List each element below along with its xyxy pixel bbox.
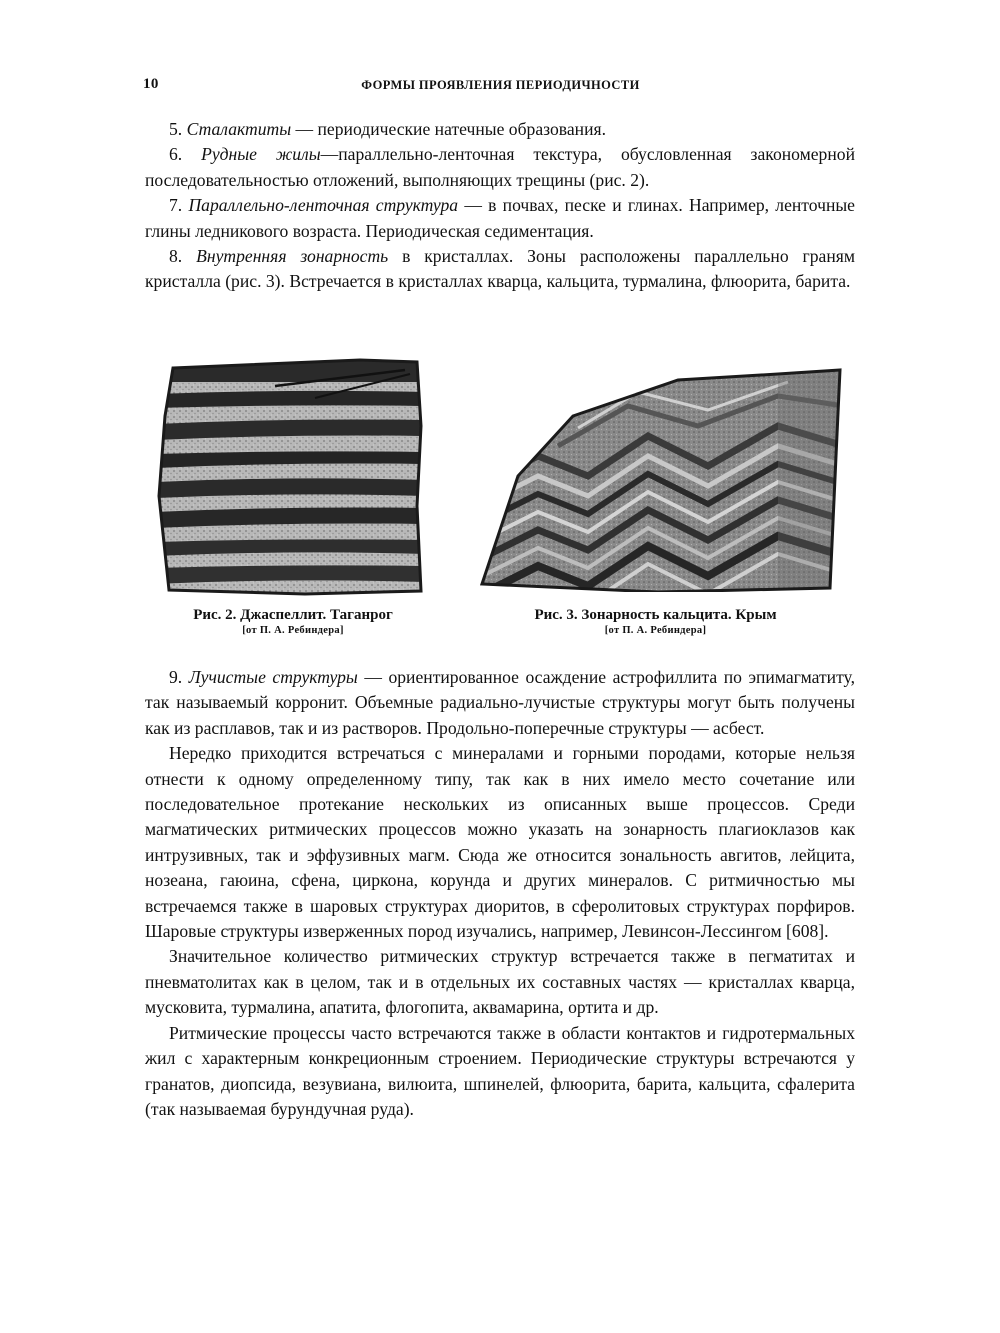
running-title: ФОРМЫ ПРОЯВЛЕНИЯ ПЕРИОДИЧНОСТИ xyxy=(361,78,640,92)
top-text-block xyxy=(145,117,855,295)
list-item-6 xyxy=(145,142,855,193)
list-item-5 xyxy=(145,117,855,142)
list-item-7 xyxy=(145,193,855,244)
item-number: 7. xyxy=(169,195,183,216)
item-term: Рудные жилы xyxy=(201,144,321,165)
figure-3-source: [от П. А. Ребиндера] xyxy=(604,625,707,636)
figure-2-caption-text: Рис. 2. Джаспеллит. Таганрог xyxy=(193,607,393,623)
bottom-text-block xyxy=(145,665,855,1122)
list-item-9 xyxy=(145,665,855,741)
body-paragraph-1: Нередко приходится встречаться с минералами и горными породами, которые нельзя отнести к одному определенному типу, так как в них имело место сочетание или последовательное протекание нескольких из описанных выше процессов. Среди магматических ритмических процессов можно указать на зонарность плагиоклазов как интрузивных, так и эффузивных магм. Сюда же относится зональность авгитов, лейцита, нозеана, гаюина, сфена, циркона, корунда и других минералов. С ритмичностью мы встречаемся также в шаровых структурах диоритов, в сферолитовых структурах порфиров. Шаровые структуры изверженных пород изучались, например, Левинсон-Лессингом [608]. xyxy=(145,743,855,942)
item-number: 9. xyxy=(169,667,183,687)
item-text: —параллельно-ленточная текстура, обусловленная закономерной последовательностью отложений, выполняющих трещины (рис. 2). xyxy=(145,144,855,190)
item-text: — в почвах, песке и глинах. Например, ленточные глины ледникового возраста. Периодическая седиментация. xyxy=(145,195,855,241)
page-header xyxy=(143,76,858,98)
figure-calcite-zoning-photo xyxy=(478,366,844,592)
figure-3-caption xyxy=(483,606,828,638)
page-number: 10 xyxy=(143,76,159,92)
item-number: 6. xyxy=(169,144,183,165)
figure-3-caption-text: Рис. 3. Зонарность кальцита. Крым xyxy=(534,607,777,623)
body-paragraph-3: Ритмические процессы часто встречаются также в области контактов и гидротермальных жил с характерным конкреционным строением. Периодические структуры встречаются у гранатов, диопсида, везувиана, вилюита, шпинелей, флюорита, барита, кальцита, сфалерита (так называемая бурундучная руда). xyxy=(145,1022,855,1119)
item-number: 5. xyxy=(169,119,183,139)
item-term: Лучистые структуры xyxy=(188,667,358,687)
item-term: Сталактиты xyxy=(186,119,292,139)
item-text: — периодические натечные образования. xyxy=(291,119,607,139)
item-term: Внутренняя зонарность xyxy=(196,246,389,267)
body-paragraph-2: Значительное количество ритмических структур встречается также в пегматитах и пневматолитах как в целом, так и в отдельных их составных частях — кристаллах кварца, мусковита, турмалина, апатита, флогопита, аквамарина, ортита и др. xyxy=(145,946,855,1018)
figure-2-caption xyxy=(148,606,438,638)
item-text: — ориентированное осаждение астрофиллита по эпимагматиту, так называемый корронит. Объемные радиально-лучистые структуры могут быть получены как из расплавов, так и из растворов. Продольно-поперечные структуры — асбест. xyxy=(145,667,855,738)
figure-jaspilite-photo xyxy=(155,356,425,596)
list-item-8 xyxy=(145,244,855,295)
item-number: 8. xyxy=(169,246,183,267)
item-text: в кристаллах. Зоны расположены параллельно граням кристалла (рис. 3). Встречается в кристаллах кварца, кальцита, турмалина, флюорита, барита. xyxy=(145,246,855,292)
item-term: Параллельно-ленточная структура xyxy=(188,195,459,216)
figure-2-source: [от П. А. Ребиндера] xyxy=(242,625,344,636)
